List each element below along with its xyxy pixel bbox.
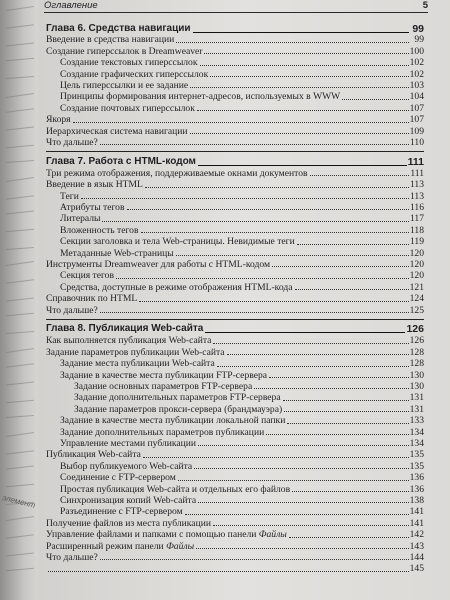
toc-entry-page: 102 — [409, 57, 424, 69]
toc-entry-page: 128 — [409, 358, 424, 370]
toc-entry-title: Задание дополнительных параметров публикации — [60, 426, 265, 438]
toc-entry — [46, 225, 424, 236]
toc-entry-page: 102 — [409, 68, 424, 80]
toc-entry-page: 120 — [409, 247, 424, 259]
toc-entry-page: 143 — [409, 540, 424, 552]
gutter-line — [6, 450, 34, 454]
toc-entry-title: Соединение с FTP-сервером — [60, 472, 176, 484]
toc-entry — [46, 213, 424, 224]
gutter-line — [6, 160, 34, 163]
toc-entry-page: 111 — [410, 167, 424, 179]
toc-entry-title: Управление местами публикации — [60, 437, 197, 449]
toc-entry-title: Три режима отображения, поддерживаемые окнами документов — [46, 167, 308, 179]
toc-entry — [46, 370, 424, 381]
toc-entry-page: 141 — [409, 517, 424, 529]
toc-entry — [46, 137, 424, 148]
toc-entry-page: 145 — [409, 563, 424, 575]
chapter-separator — [46, 151, 424, 152]
gutter-line — [6, 516, 34, 521]
table-of-contents — [46, 22, 424, 578]
toc-entry-page: 125 — [409, 304, 424, 316]
toc-entry-page: 131 — [409, 392, 424, 404]
leader-dots — [100, 559, 409, 560]
chapter-heading — [46, 22, 424, 35]
toc-entry-title: Публикация Web-сайта — [46, 449, 141, 461]
leader-dots — [289, 537, 409, 538]
leader-dots — [100, 312, 409, 313]
toc-entry-page: 130 — [409, 369, 424, 381]
toc-entry-page: 99 — [414, 34, 424, 46]
leader-dots — [204, 53, 408, 54]
toc-entry-title: Задание параметров публикации Web-сайта — [46, 346, 225, 358]
chapter-separator — [46, 319, 424, 320]
toc-entry-title: Простая публикация Web-сайта и отдельных его файлов — [60, 483, 291, 495]
leader-dots — [190, 133, 409, 134]
toc-entry-title: Выбор публикуемого Web-сайта — [60, 460, 193, 472]
toc-entry-page: 136 — [409, 472, 424, 484]
leader-dots — [176, 42, 409, 43]
toc-entry-title: Создание гиперссылок в Dreamweaver — [46, 45, 203, 57]
chapter-title: Глава 6. Средства навигации — [46, 22, 191, 34]
toc-entry-page: 118 — [409, 224, 424, 236]
toc-entry-title: Вложенность тегов — [60, 224, 139, 236]
toc-entry-title: Управление файлами и папками с помощью панели Файлы — [46, 529, 287, 541]
toc-entry — [46, 347, 424, 358]
toc-entry — [46, 114, 424, 125]
toc-entry — [46, 529, 424, 540]
toc-entry — [46, 80, 424, 91]
leader-line — [205, 332, 405, 333]
toc-entry-page: 124 — [409, 293, 424, 305]
leader-line — [193, 32, 409, 33]
leader-dots — [272, 266, 409, 267]
header-title: Оглавление — [44, 0, 98, 11]
toc-entry-page: 119 — [409, 236, 424, 248]
toc-entry — [46, 415, 424, 426]
leader-dots — [143, 457, 409, 458]
gutter-line — [6, 211, 34, 215]
toc-entry-title: Теги — [60, 190, 79, 202]
toc-entry-page: 128 — [409, 346, 424, 358]
toc-entry-page: 136 — [409, 483, 424, 495]
leader-dots — [342, 99, 408, 100]
gutter-line — [6, 348, 34, 353]
toc-entry-page: 117 — [409, 213, 424, 225]
toc-entry-page: 130 — [409, 381, 424, 393]
toc-entry-page: 138 — [409, 494, 424, 506]
leader-dots — [217, 366, 409, 367]
leader-dots — [190, 87, 408, 88]
toc-entry-title: Что дальше? — [46, 304, 98, 316]
leader-dots — [178, 480, 409, 481]
toc-entry-page: 107 — [409, 114, 424, 126]
leader-dots — [295, 289, 409, 290]
toc-entry — [46, 404, 424, 415]
chapter-heading — [46, 155, 424, 168]
leader-dots — [254, 388, 408, 389]
toc-entry — [46, 461, 424, 472]
toc-entry-title: Задание в качестве места публикации FTP-сервера — [60, 369, 268, 381]
gutter-line — [6, 24, 34, 28]
leader-dots — [213, 343, 408, 344]
toc-entry-title: Принципы формирования интернет-адресов, используемых в WWW — [60, 91, 341, 103]
gutter-line — [6, 400, 34, 403]
toc-chapter — [46, 323, 424, 575]
toc-entry-title: Метаданные Web-страницы — [60, 247, 174, 259]
toc-entry — [46, 103, 424, 114]
toc-entry-title: Атрибуты тегов — [60, 202, 125, 214]
toc-entry-title: Введение в язык HTML — [46, 179, 143, 191]
toc-entry-title: Задание основных параметров FTP-сервера — [74, 381, 253, 393]
gutter-line — [6, 76, 34, 79]
toc-entry-page: 135 — [409, 449, 424, 461]
toc-entry-title: Расширенный режим панели Файлы — [46, 540, 195, 552]
toc-entry — [46, 126, 424, 137]
toc-entry-page: 134 — [409, 426, 424, 438]
toc-entry-title: Создание графических гиперссылок — [60, 68, 209, 80]
toc-entry-page: 109 — [409, 125, 424, 137]
toc-entry — [46, 270, 424, 281]
leader-dots — [48, 571, 409, 572]
leader-dots — [310, 175, 409, 176]
toc-entry — [46, 427, 424, 438]
toc-entry — [46, 541, 424, 552]
toc-entry — [46, 449, 424, 460]
toc-entry — [46, 202, 424, 213]
leader-dots — [210, 76, 408, 77]
toc-entry-italic: Файлы — [166, 540, 195, 552]
gutter-line — [6, 484, 34, 487]
leader-dots — [141, 232, 409, 233]
toc-entry-title: Что дальше? — [46, 137, 98, 148]
toc-entry-page: 135 — [409, 460, 424, 472]
toc-entry-page: 100 — [409, 45, 424, 57]
toc-entry — [46, 381, 424, 392]
running-header — [44, 0, 428, 13]
toc-entry — [46, 305, 424, 316]
gutter-line — [6, 382, 34, 386]
chapter-title: Глава 8. Публикация Web-сайта — [46, 323, 204, 335]
gutter-line — [6, 415, 34, 418]
toc-entry — [46, 91, 424, 102]
toc-entry-title: Как выполняется публикация Web-сайта — [46, 335, 212, 347]
gutter-line — [6, 261, 34, 266]
toc-entry — [46, 518, 424, 529]
gutter-line — [6, 108, 34, 112]
leader-dots — [196, 548, 409, 549]
toc-entry-title: Средства, доступные в режиме отображения HTML-кода — [60, 281, 293, 293]
gutter-line — [6, 331, 34, 334]
leader-dots — [292, 491, 409, 492]
gutter-line — [6, 6, 34, 11]
leader-dots — [197, 110, 409, 111]
toc-chapter — [46, 22, 424, 148]
gutter-line — [6, 43, 34, 47]
leader-dots — [198, 445, 409, 446]
leader-dots — [100, 144, 409, 145]
gutter-line — [6, 363, 34, 367]
toc-entry-page: 141 — [409, 506, 424, 518]
toc-entry — [46, 484, 424, 495]
toc-entry-page: 113 — [409, 179, 424, 191]
gutter-line — [6, 58, 34, 61]
leader-dots — [81, 198, 409, 199]
toc-entry-title: Что дальше? — [46, 551, 98, 563]
toc-entry-page: 110 — [409, 137, 424, 148]
toc-entry-title: Получение файлов из места публикации — [46, 517, 211, 529]
toc-entry-title: Цель гиперссылки и ее задание — [60, 80, 189, 92]
gutter-line — [6, 127, 34, 131]
gutter-line — [6, 247, 34, 250]
toc-entry — [46, 46, 424, 57]
leader-dots — [283, 400, 409, 401]
toc-entry-italic: Файлы — [258, 529, 287, 541]
toc-entry-title: Введение в средства навигации — [46, 34, 175, 46]
toc-entry-page: 133 — [409, 415, 424, 427]
toc-entry — [46, 335, 424, 346]
chapter-title: Глава 7. Работа с HTML-кодом — [46, 155, 196, 167]
leader-dots — [73, 122, 409, 123]
chapter-heading — [46, 323, 424, 336]
toc-entry-title: Создание почтовых гиперссылок — [60, 102, 195, 114]
toc-entry-title: Задание места публикации Web-сайта — [60, 358, 215, 370]
toc-entry — [46, 248, 424, 259]
toc-entry-title: Создание текстовых гиперссылок — [60, 57, 198, 69]
leader-dots — [227, 354, 409, 355]
leader-dots — [145, 187, 409, 188]
gutter-line — [6, 177, 34, 182]
toc-entry-title: Литералы — [60, 213, 101, 225]
toc-entry-page: 144 — [409, 551, 424, 563]
chapter-page: 99 — [412, 22, 424, 35]
leader-dots — [287, 423, 408, 424]
leader-dots — [200, 65, 409, 66]
leader-dots — [269, 377, 409, 378]
toc-entry-page: 126 — [409, 335, 424, 347]
leader-dots — [102, 221, 408, 222]
gutter-line — [6, 313, 34, 316]
toc-entry — [46, 358, 424, 369]
leader-dots — [116, 278, 409, 279]
toc-entry-title: Секция тегов — [60, 270, 114, 282]
toc-entry — [46, 69, 424, 80]
chapter-page: 111 — [407, 155, 424, 168]
toc-entry-page: 104 — [409, 91, 424, 103]
toc-entry-title: Разъединение с FTP-сервером — [60, 506, 183, 518]
toc-entry-title: Инструменты Dreamweaver для работы с HTML-кодом — [46, 259, 271, 271]
toc-entry-page: 103 — [409, 80, 424, 92]
toc-entry — [46, 495, 424, 506]
leader-line — [198, 165, 407, 166]
book-gutter — [0, 0, 40, 600]
gutter-line — [6, 553, 34, 557]
leader-dots — [266, 434, 408, 435]
leader-dots — [139, 301, 408, 302]
gutter-line — [6, 229, 34, 232]
toc-entry-page: 120 — [409, 270, 424, 282]
leader-dots — [213, 525, 409, 526]
toc-entry-title: Секции заголовка и тела Web-страницы. Невидимые теги — [60, 236, 295, 248]
toc-entry — [46, 236, 424, 247]
gutter-line — [6, 145, 34, 148]
toc-entry — [46, 191, 424, 202]
toc-entry-title: Синхронизация копий Web-сайта — [60, 494, 197, 506]
leader-dots — [194, 468, 408, 469]
toc-entry-page: 107 — [409, 102, 424, 114]
toc-entry-page: 131 — [409, 403, 424, 415]
leader-dots — [284, 411, 408, 412]
leader-dots — [198, 502, 409, 503]
toc-entry — [46, 506, 424, 517]
toc-entry — [46, 259, 424, 270]
toc-chapter — [46, 155, 424, 316]
gutter-line — [6, 568, 34, 571]
gutter-line — [6, 432, 34, 437]
leader-dots — [176, 255, 409, 256]
leader-dots — [127, 209, 409, 210]
toc-entry-page: 120 — [409, 259, 424, 271]
gutter-line — [6, 195, 34, 199]
gutter-line — [6, 298, 34, 302]
gutter-line — [6, 534, 34, 538]
gutter-line — [6, 466, 34, 470]
toc-entry — [46, 392, 424, 403]
adjacent-page-text: элемент — [1, 493, 37, 510]
toc-entry — [46, 552, 424, 563]
chapter-page: 126 — [406, 323, 424, 336]
toc-entry-title: Якоря — [46, 114, 71, 126]
toc-entry-page: 121 — [409, 281, 424, 293]
toc-entry-title: Задание в качестве места публикации локальной папки — [60, 415, 286, 427]
leader-dots — [297, 244, 409, 245]
book-page — [38, 0, 450, 600]
toc-entry-page: 142 — [409, 529, 424, 541]
toc-entry — [46, 57, 424, 68]
toc-entry-title: Справочник по HTML — [46, 293, 138, 305]
toc-entry-page: 113 — [409, 190, 424, 202]
page-number: 5 — [422, 0, 428, 11]
toc-entry — [46, 293, 424, 304]
toc-entry-title: Иерархическая система навигации — [46, 125, 188, 137]
toc-entry — [46, 35, 424, 46]
gutter-line — [6, 279, 34, 283]
toc-entry — [46, 472, 424, 483]
toc-entry — [46, 438, 424, 449]
leader-dots — [185, 514, 409, 515]
toc-entry-page: 134 — [409, 437, 424, 449]
toc-entry-title: Задание параметров прокси-сервера (брандмауэра) — [74, 403, 283, 415]
toc-entry-page: 116 — [409, 202, 424, 214]
toc-entry — [46, 282, 424, 293]
toc-entry — [46, 168, 424, 179]
toc-entry — [46, 179, 424, 190]
toc-entry-title: Задание дополнительных параметров FTP-сервера — [74, 392, 281, 404]
toc-entry — [46, 563, 424, 574]
gutter-line — [6, 93, 34, 98]
